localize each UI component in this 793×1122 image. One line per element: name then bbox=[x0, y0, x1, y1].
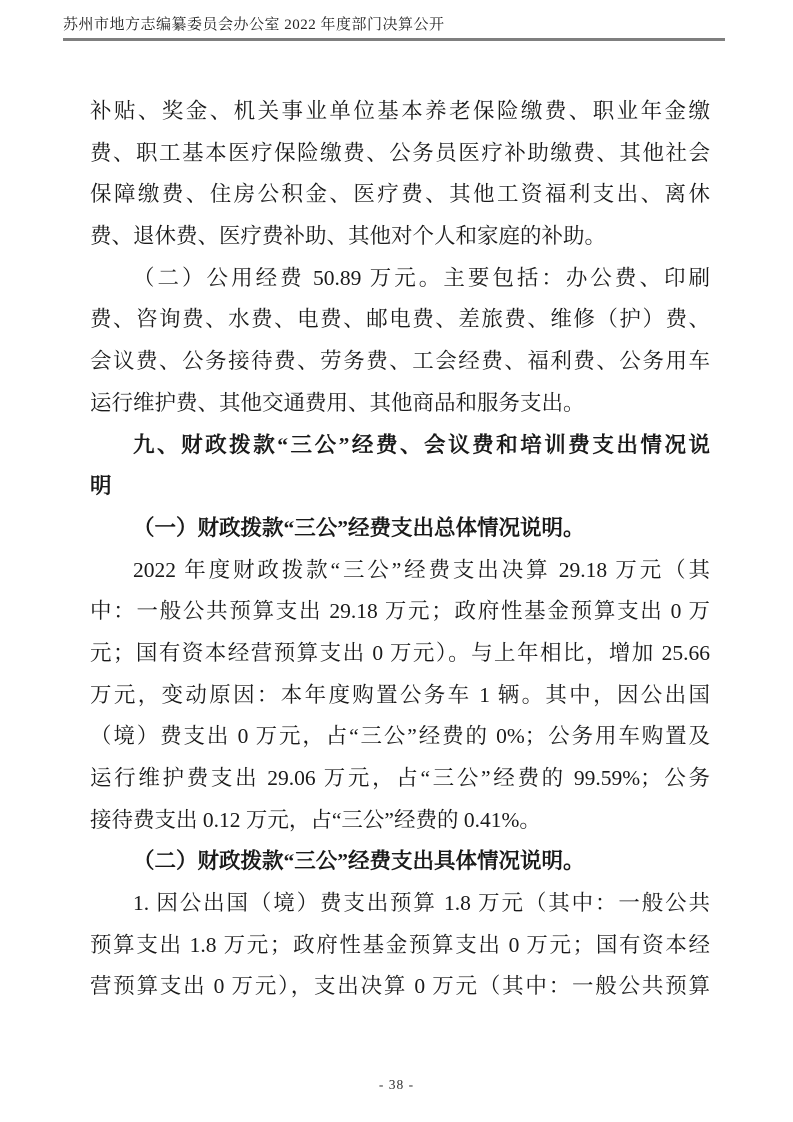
text-line: 运行维护费支出 29.06 万元，占“三公”经费的 99.59%；公务 bbox=[90, 766, 710, 790]
document-body bbox=[90, 91, 710, 1008]
text-line: 中：一般公共预算支出 29.18 万元；政府性基金预算支出 0 万 bbox=[90, 599, 710, 624]
heading-line: （二）财政拨款“三公”经费支出具体情况说明。 bbox=[133, 849, 585, 874]
heading-line: 明 bbox=[90, 474, 112, 499]
text-line: 费、退休费、医疗费补助、其他对个人和家庭的补助。 bbox=[90, 224, 607, 249]
text-line: 费、咨询费、水费、电费、邮电费、差旅费、维修（护）费、 bbox=[90, 307, 710, 332]
page-footer bbox=[0, 1077, 793, 1093]
text-line: 元；国有资本经营预算支出 0 万元）。与上年相比，增加 25.66 bbox=[90, 640, 710, 665]
heading-line: 九、财政拨款“三公”经费、会议费和培训费支出情况说 bbox=[133, 432, 710, 457]
text-line: 会议费、公务接待费、劳务费、工会经费、福利费、公务用车 bbox=[90, 349, 710, 374]
text-line: 补贴、奖金、机关事业单位基本养老保险缴费、职业年金缴 bbox=[90, 99, 710, 123]
header-title: 苏州市地方志编纂委员会办公室 2022 年度部门决算公开 bbox=[63, 17, 445, 33]
page-number: - 38 - bbox=[378, 1077, 415, 1092]
text-line: 预算支出 1.8 万元；政府性基金预算支出 0 万元；国有资本经 bbox=[90, 932, 710, 957]
text-line: 费、职工基本医疗保险缴费、公务员医疗补助缴费、其他社会 bbox=[90, 140, 710, 165]
text-line: 2022 年度财政拨款“三公”经费支出决算 29.18 万元（其 bbox=[133, 557, 710, 582]
text-line: 接待费支出 0.12 万元，占“三公”经费的 0.41%。 bbox=[90, 807, 541, 832]
heading-line: （一）财政拨款“三公”经费支出总体情况说明。 bbox=[133, 515, 585, 540]
text-line: 1. 因公出国（境）费支出预算 1.8 万元（其中：一般公共 bbox=[133, 891, 710, 916]
text-line: 万元，变动原因：本年度购置公务车 1 辆。其中，因公出国 bbox=[90, 682, 710, 707]
text-line: 营预算支出 0 万元），支出决算 0 万元（其中：一般公共预算 bbox=[90, 974, 710, 999]
page-header bbox=[63, 13, 725, 41]
text-line: （二）公用经费 50.89 万元。主要包括：办公费、印刷 bbox=[133, 265, 710, 290]
text-line: 运行维护费、其他交通费用、其他商品和服务支出。 bbox=[90, 390, 585, 415]
text-line: 保障缴费、住房公积金、医疗费、其他工资福利支出、离休 bbox=[90, 182, 710, 207]
text-line: （境）费支出 0 万元，占“三公”经费的 0%；公务用车购置及 bbox=[90, 724, 710, 749]
